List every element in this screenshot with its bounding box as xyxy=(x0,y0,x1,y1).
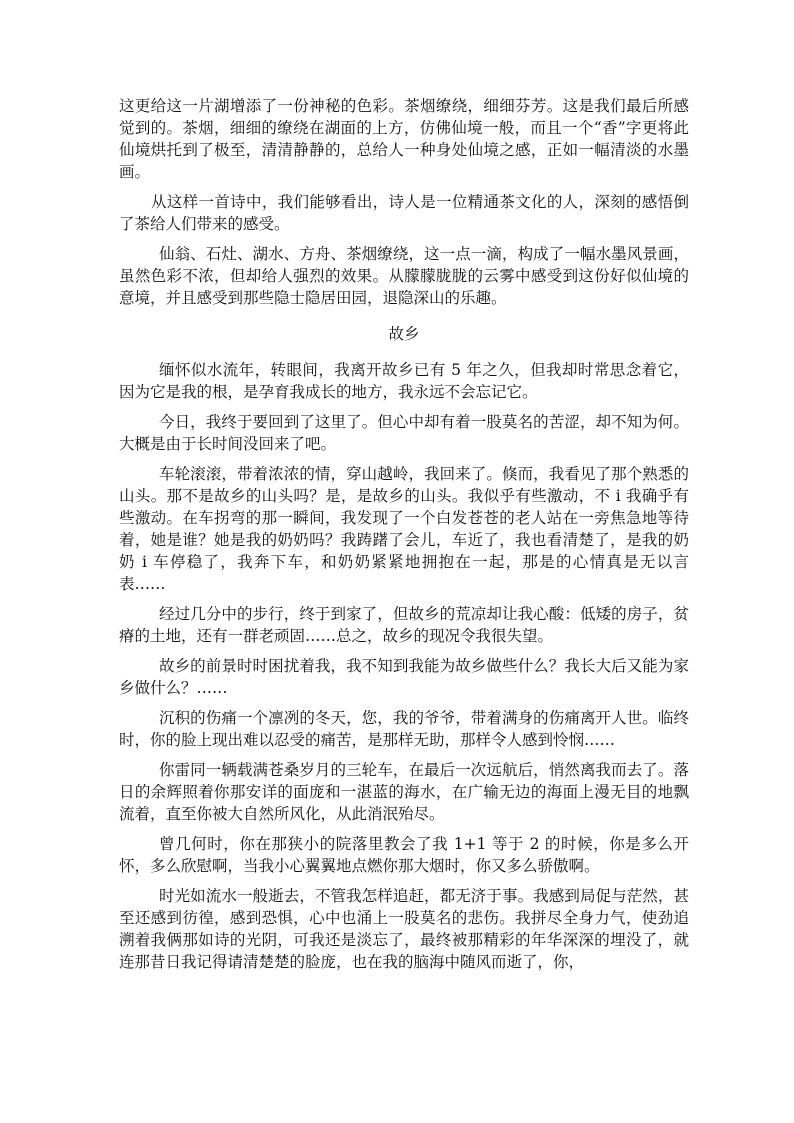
paragraph: 经过几分中的步行，终于到家了，但故乡的荒凉却让我心酸：低矮的房子，贫瘠的土地，还有一群老顽固……总之，故乡的现况令我很失望。 xyxy=(119,605,689,645)
document-page xyxy=(119,95,689,981)
paragraph: 沉积的伤痛一个凛冽的冬天，您，我的爷爷，带着满身的伤痛离开人世。临终时，你的脸上现出难以忍受的痛苦，是那样无助，那样令人感到怜悯…… xyxy=(119,709,689,749)
paragraph: 缅怀似水流年，转眼间，我离开故乡已有 5 年之久，但我却时常思念着它，因为它是我的根，是孕育我成长的地方，我永远不会忘记它。 xyxy=(119,361,689,401)
paragraph: 故乡的前景时时困扰着我，我不知到我能为故乡做些什么？我长大后又能为家乡做什么？…… xyxy=(119,657,689,697)
paragraph: 车轮滚滚，带着浓浓的情，穿山越岭，我回来了。倏而，我看见了那个熟悉的山头。那不是故乡的山头吗？是，是故乡的山头。我似乎有些激动，不 i 我确乎有些激动。在车拐弯的那一瞬间，我发现了一个白发苍苍的老人站在一旁焦急地等待着，她是谁？她是我的奶奶吗？我踌躇了会儿，车近了，我也看清楚了，是我的奶奶 i 车停稳了，我奔下车，和奶奶紧紧地拥抱在一起，那是的心情真是无以言表…… xyxy=(119,465,689,593)
paragraph: 仙翁、石灶、湖水、方舟、茶烟缭绕，这一点一滴，构成了一幅水墨风景画，虽然色彩不浓，但却给人强烈的效果。从朦朦胧胧的云雾中感受到这份好似仙境的意境，并且感受到那些隐士隐居田园，退隐深山的乐趣。 xyxy=(119,245,689,307)
paragraph: 时光如流水一般逝去，不管我怎样追赶，都无济于事。我感到局促与茫然，甚至还感到彷徨，感到恐惧，心中也涌上一股莫名的悲伤。我拼尽全身力气，使劲追溯着我俩那如诗的光阴，可我还是淡忘了，最终被那精彩的年华深深的埋没了，就连那昔日我记得请清楚楚的脸庞，也在我的脑海中随风而逝了，你， xyxy=(119,887,689,971)
section-heading: 故乡 xyxy=(388,325,420,343)
paragraph: 从这样一首诗中，我们能够看出，诗人是一位精通茶文化的人，深刻的感悟倒了茶给人们带来的感受。 xyxy=(119,193,689,233)
paragraph: 曾几何时，你在那狭小的院落里教会了我 1+1 等于 2 的时候，你是多么开怀，多么欣慰啊，当我小心翼翼地点燃你那大烟时，你又多么骄傲啊。 xyxy=(119,835,689,875)
paragraph: 今日，我终于要回到了这里了。但心中却有着一股莫名的苦涩，却不知为何。大概是由于长时间没回来了吧。 xyxy=(119,413,689,453)
paragraph: 你雷同一辆载满苍桑岁月的三轮车，在最后一次远航后，悄然离我而去了。落日的余辉照着你那安详的面庞和一湛蓝的海水，在广输无边的海面上漫无目的地飘流着，直至你被大自然所风化，从此消泯殆尽。 xyxy=(119,761,689,823)
paragraph: 这更给这一片湖增添了一份神秘的色彩。茶烟缭绕，细细芬芳。这是我们最后所感觉到的。茶烟，细细的缭绕在湖面的上方，仿佛仙境一般，而且一个“香”字更将此仙境烘托到了极至，清清静静的，总给人一种身处仙境之感，正如一幅清淡的水墨画。 xyxy=(119,97,689,181)
